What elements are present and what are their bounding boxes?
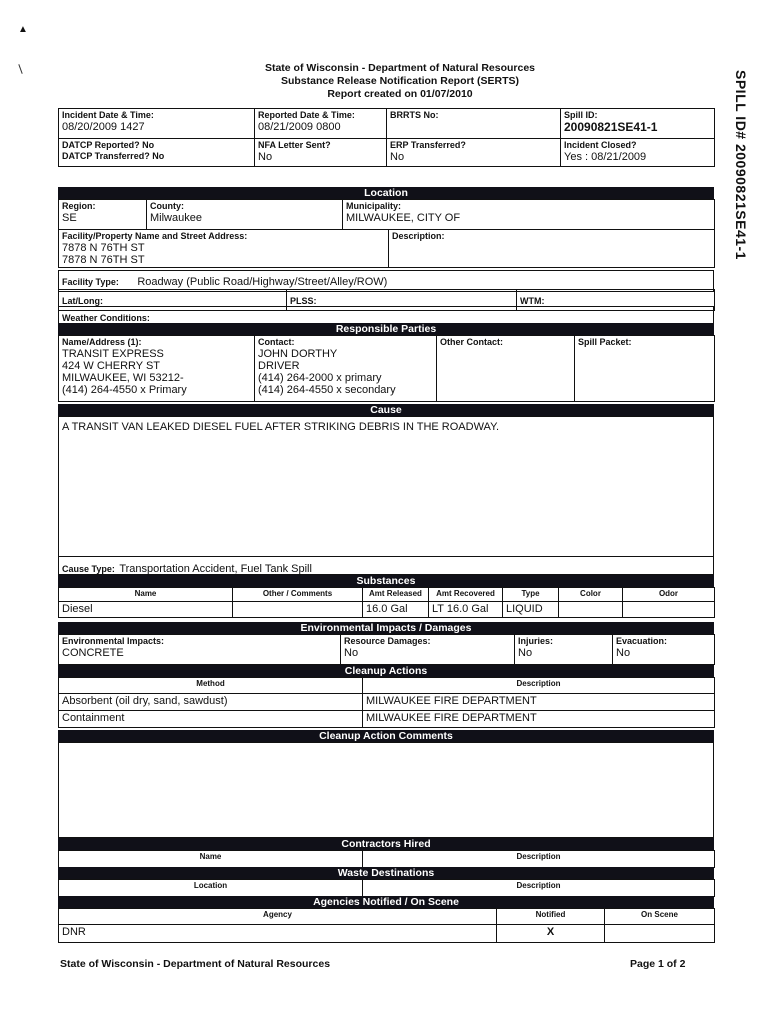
agencies-table: Agency Notified On Scene DNR X	[58, 908, 715, 943]
facility-type-value: Roadway (Public Road/Highway/Street/Alley/ROW)	[137, 276, 388, 288]
incident-summary-grid	[58, 108, 715, 167]
table-row: Diesel 16.0 Gal LT 16.0 Gal LIQUID	[59, 602, 715, 618]
report-header	[200, 62, 600, 101]
header-created-date: Report created on 01/07/2010	[327, 88, 473, 100]
substance-col-odor: Odor	[623, 588, 715, 602]
datcp-cell: DATCP Reported? No DATCP Transferred? No	[59, 139, 255, 167]
incident-date-value: 08/20/2009 1427	[62, 121, 145, 133]
reported-date-cell: Reported Date & Time: 08/21/2009 0800	[255, 109, 387, 139]
footer-agency: State of Wisconsin - Department of Natural Resources	[60, 958, 331, 970]
region-cell: Region: SE	[59, 200, 147, 230]
spill-id-cell: Spill ID: 20090821SE41-1	[561, 109, 715, 139]
responsible-name-cell: Name/Address (1): TRANSIT EXPRESS 424 W CHERRY ST MILWAUKEE, WI 53212- (414) 264-4550 x Primary	[59, 336, 255, 402]
waste-band: Waste Destinations	[58, 867, 714, 879]
footer-page-number: Page 1 of 2	[630, 958, 686, 970]
incident-closed-cell: Incident Closed? Yes : 08/21/2009	[561, 139, 715, 167]
contractors-table: Name Description	[58, 850, 715, 868]
scan-mark-tick	[18, 64, 22, 74]
location-grid	[58, 199, 715, 268]
impacts-grid	[58, 634, 715, 665]
nfa-cell: NFA Letter Sent? No	[255, 139, 387, 167]
substances-table	[58, 587, 715, 618]
substance-col-comments: Other / Comments	[233, 588, 363, 602]
substances-band: Substances	[58, 575, 714, 587]
substance-col-color: Color	[559, 588, 623, 602]
table-row: Absorbent (oil dry, sand, sawdust) MILWAUKEE FIRE DEPARTMENT	[59, 694, 715, 711]
reported-date-value: 08/21/2009 0800	[258, 121, 341, 133]
impacts-band: Environmental Impacts / Damages	[58, 622, 714, 634]
brrts-cell: BRRTS No:	[387, 109, 561, 139]
responsible-parties-band: Responsible Parties	[58, 323, 714, 335]
header-report-title: Substance Release Notification Report (SERTS)	[280, 75, 520, 87]
table-row: Containment MILWAUKEE FIRE DEPARTMENT	[59, 711, 715, 728]
municipality-cell: Municipality: MILWAUKEE, CITY OF	[343, 200, 715, 230]
cleanup-col-method: Method	[59, 678, 363, 694]
other-contact-cell: Other Contact:	[437, 336, 575, 402]
responsible-contact-cell: Contact: JOHN DORTHY DRIVER (414) 264-2000 x primary (414) 264-4550 x secondary	[255, 336, 437, 402]
location-band: Location	[58, 187, 714, 199]
waste-table: Location Description	[58, 879, 715, 897]
cleanup-comments-band: Cleanup Action Comments	[58, 730, 714, 742]
injuries-cell: Injuries: No	[515, 635, 613, 665]
cleanup-col-description: Description	[363, 678, 715, 694]
cause-type-value: Transportation Accident, Fuel Tank Spill	[119, 563, 312, 575]
erp-cell: ERP Transferred? No	[387, 139, 561, 167]
cause-text: A TRANSIT VAN LEAKED DIESEL FUEL AFTER STRIKING DEBRIS IN THE ROADWAY.	[62, 421, 500, 433]
cause-band: Cause	[58, 404, 714, 416]
substance-col-type: Type	[503, 588, 559, 602]
env-impacts-cell: Environmental Impacts: CONCRETE	[59, 635, 341, 665]
weather-row: Weather Conditions:	[58, 306, 714, 328]
scan-mark-arrow: ▲	[18, 24, 28, 35]
location-description-cell: Description:	[389, 230, 715, 268]
cleanup-actions-table	[58, 677, 715, 728]
cleanup-comments-box	[58, 742, 714, 838]
cause-type-row: Cause Type: Transportation Accident, Fuel Tank Spill	[58, 556, 714, 575]
facility-address-cell: Facility/Property Name and Street Address: 7878 N 76TH ST 7878 N 76TH ST	[59, 230, 389, 268]
resource-damages-cell: Resource Damages: No	[341, 635, 515, 665]
county-cell: County: Milwaukee	[147, 200, 343, 230]
coordinates-row: Lat/Long: PLSS: WTM:	[58, 289, 715, 311]
contractors-band: Contractors Hired	[58, 838, 714, 850]
cleanup-actions-band: Cleanup Actions	[58, 665, 714, 677]
substance-col-recovered: Amt Recovered	[429, 588, 503, 602]
spill-id-value: 20090821SE41-1	[564, 120, 658, 134]
incident-date-cell: Incident Date & Time: 08/20/2009 1427	[59, 109, 255, 139]
substance-col-name: Name	[59, 588, 233, 602]
evacuation-cell: Evacuation: No	[613, 635, 715, 665]
side-spill-id: SPILL ID# 20090821SE41-1	[733, 70, 749, 260]
header-agency: State of Wisconsin - Department of Natural Resources	[264, 62, 536, 74]
responsible-parties-grid	[58, 335, 715, 402]
table-row: DNR X	[59, 925, 715, 943]
cause-text-box	[58, 416, 714, 557]
spill-packet-cell: Spill Packet:	[575, 336, 715, 402]
substance-col-released: Amt Released	[363, 588, 429, 602]
agencies-band: Agencies Notified / On Scene	[58, 896, 714, 908]
facility-type-row: Facility Type: Roadway (Public Road/Highway/Street/Alley/ROW)	[58, 270, 714, 292]
